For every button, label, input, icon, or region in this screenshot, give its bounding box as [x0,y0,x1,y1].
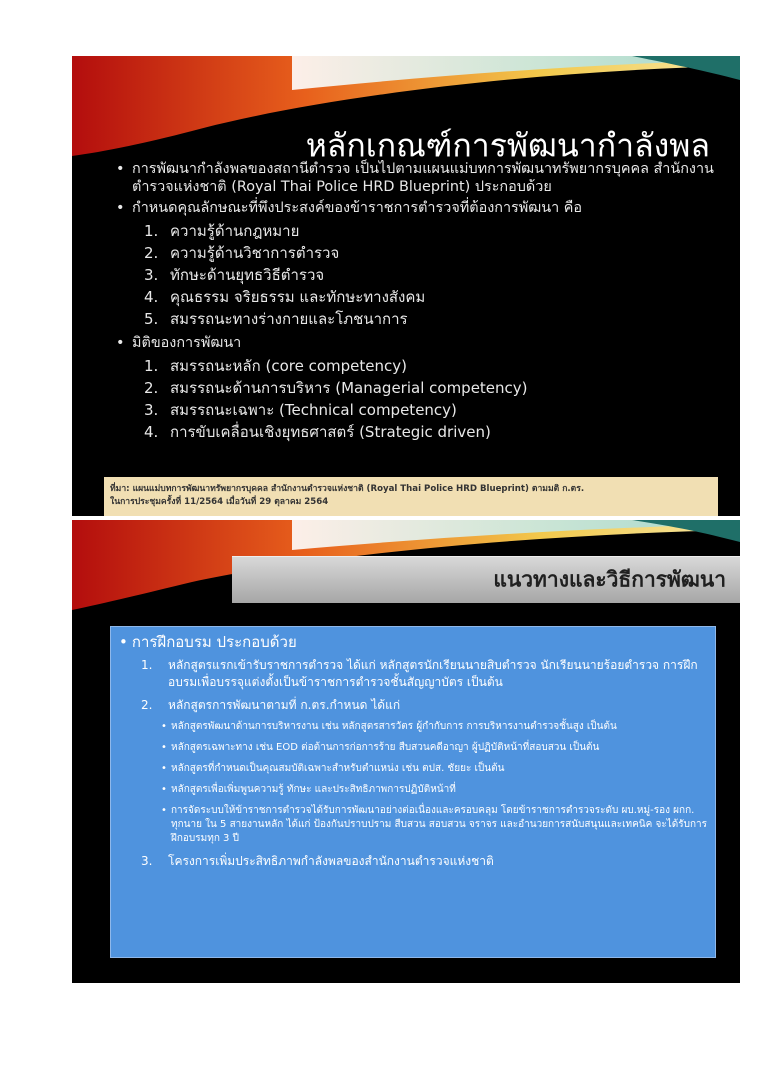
list-item [144,399,718,421]
section-heading [119,633,297,651]
item-text: ทักษะด้านยุทธวิธีตำรวจ [170,266,325,284]
list-item [141,657,709,691]
list-item [144,264,718,286]
bullet-icon: • [161,721,167,732]
bullet-item: • มิติของการพัฒนา [116,334,718,352]
list-item [141,697,709,714]
item-number: 4. [144,423,159,441]
bullet-item: • กำหนดคุณลักษณะที่พึงประสงค์ของข้าราชการตำรวจที่ต้องการพัฒนา คือ [116,199,718,217]
slide-title: แนวทางและวิธีการพัฒนา [493,567,726,592]
item-number: 1. [144,222,159,240]
item-text: ความรู้ด้านกฎหมาย [170,222,300,240]
slide-hr-development-criteria [72,56,740,516]
list-item [144,421,718,443]
criteria-list [116,160,718,447]
item-text: สมรรถนะด้านการบริหาร (Managerial competency) [170,379,528,397]
numbered-list [144,220,718,330]
list-item [144,242,718,264]
item-text: โครงการเพิ่มประสิทธิภาพกำลังพลของสำนักงานตำรวจแห่งชาติ [168,854,494,868]
sub-item-text: หลักสูตรเฉพาะทาง เช่น EOD ต่อต้านการก่อการร้าย สืบสวนคดีอาญา ผู้ปฏิบัติหน้าที่สอบสวน เป็นต้น [171,742,600,753]
sub-item-text: หลักสูตรพัฒนาด้านการบริหารงาน เช่น หลักสูตรสารวัตร ผู้กำกับการ การบริหารงานตำรวจชั้นสูง เป็นต้น [171,721,617,732]
sub-item [141,762,709,776]
content-panel [110,626,716,958]
bullet-icon: • [161,742,167,753]
heading-text: การฝึกอบรม ประกอบด้วย [131,633,297,651]
training-list [141,657,709,876]
sub-item [141,741,709,755]
item-number: 2. [144,379,159,397]
item-number: 3. [141,854,153,868]
sub-item [141,720,709,734]
title-bar [232,556,740,603]
list-item [144,355,718,377]
item-text: สมรรถนะหลัก (core competency) [170,357,407,375]
item-number: 5. [144,310,159,328]
slide-title: หลักเกณฑ์การพัฒนากำลังพล [305,126,710,165]
item-text: หลักสูตรแรกเข้ารับราชการตำรวจ ได้แก่ หลักสูตรนักเรียนนายสิบตำรวจ นักเรียนนายร้อยตำรวจ การฝึกอบรมเพื่อบรรจุแต่งตั้งเป็นข้าราชการตำรวจชั้นสัญญาบัตร เป็นต้น [168,658,698,689]
item-number: 3. [144,401,159,419]
item-text: คุณธรรม จริยธรรม และทักษะทางสังคม [170,288,426,306]
bullet-icon: • [161,784,167,795]
item-number: 2. [144,244,159,262]
list-item [144,308,718,330]
item-text: ความรู้ด้านวิชาการตำรวจ [170,244,340,262]
item-number: 1. [144,357,159,375]
bullet-item: • การพัฒนากำลังพลของสถานีตำรวจ เป็นไปตามแผนแม่บทการพัฒนาทรัพยากรบุคคล สำนักงานตำรวจแห่งชาติ (Royal Thai Police HRD Blueprint) ประกอบด้วย [116,160,718,196]
item-text: สมรรถนะเฉพาะ (Technical competency) [170,401,457,419]
item-number: 3. [144,266,159,284]
list-item [144,377,718,399]
list-item [141,853,709,870]
item-number: 2. [141,698,153,712]
bullet-icon: • [161,805,167,816]
item-text: หลักสูตรการพัฒนาตามที่ ก.ตร.กำหนด ได้แก่ [168,698,401,712]
list-item [144,286,718,308]
numbered-list [144,355,718,443]
item-text: สมรรถนะทางร่างกายและโภชนาการ [170,310,408,328]
sub-item-text: การจัดระบบให้ข้าราชการตำรวจได้รับการพัฒนาอย่างต่อเนื่องและครอบคลุม โดยข้าราชการตำรวจระดับ ผบ.หมู่-รอง ผกก. ทุกนาย ใน 5 สายงานหลัก ได้แก่ ป้องกันปราบปราม สืบสวน สอบสวน จราจร และอำนวยการสนับสนุนและเทคนิค จะได้รับการฝึกอบรมทุก 3 ปี [171,805,708,844]
source-line: ที่มา: แผนแม่บทการพัฒนาทรัพยากรบุคคล สำนักงานตำรวจแห่งชาติ (Royal Thai Police HRD Blueprint) ตามมติ ก.ตร. [110,484,585,494]
bullet-icon: • [161,763,167,774]
slide-development-approaches [72,520,740,983]
bullet-icon: • [119,633,128,651]
sub-item-text: หลักสูตรเพื่อเพิ่มพูนความรู้ ทักษะ และประสิทธิภาพการปฏิบัติหน้าที่ [171,784,456,795]
item-text: การขับเคลื่อนเชิงยุทธศาสตร์ (Strategic driven) [170,423,491,441]
item-number: 1. [141,658,153,672]
list-item [144,220,718,242]
sub-item [141,783,709,797]
source-line: ในการประชุมครั้งที่ 11/2564 เมื่อวันที่ 29 ตุลาคม 2564 [110,497,329,507]
item-number: 4. [144,288,159,306]
sub-item-text: หลักสูตรที่กำหนดเป็นคุณสมบัติเฉพาะสำหรับตำแหน่ง เช่น ตปส. ชัยยะ เป็นต้น [171,763,505,774]
sub-item [141,804,709,846]
source-note [104,477,718,516]
